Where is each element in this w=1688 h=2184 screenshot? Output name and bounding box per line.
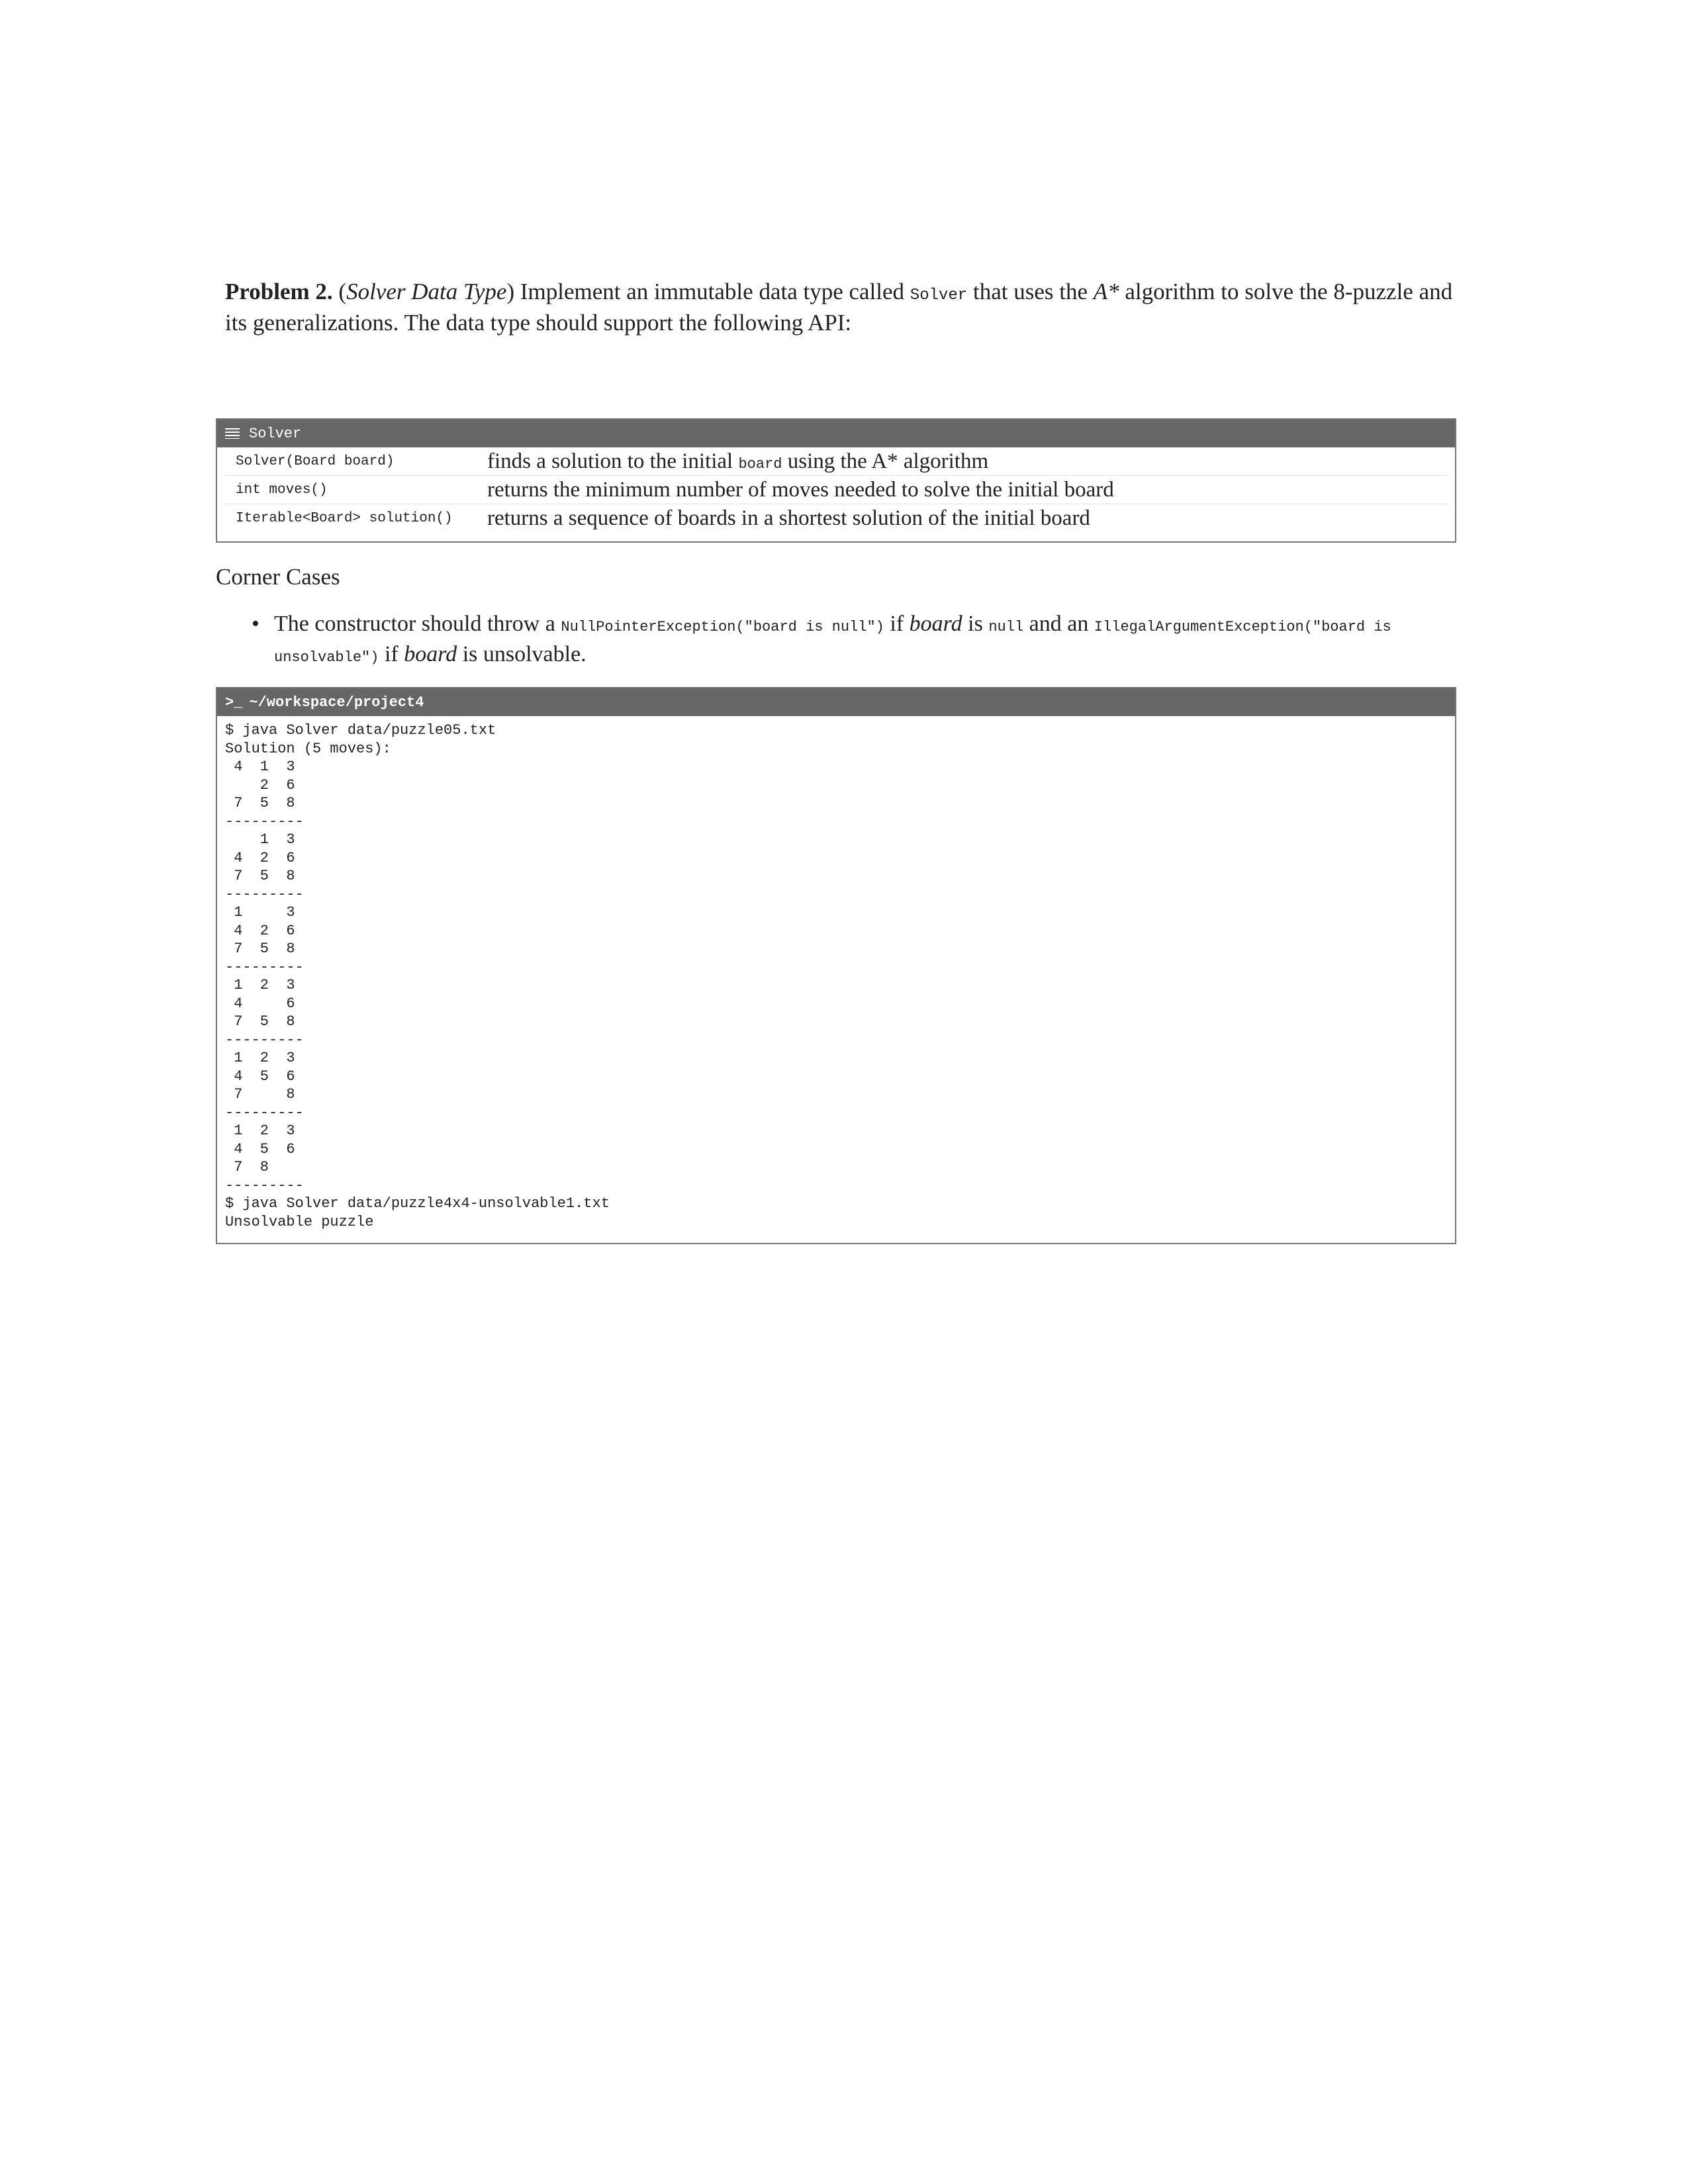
section-heading: Corner Cases [216,564,340,590]
api-desc-a: finds a solution to the initial [487,449,739,473]
api-signature: Solver(Board board) [236,453,395,469]
terminal-window [216,687,1456,1244]
api-desc-b: using the A* algorithm [782,449,989,473]
terminal-line: Solution (5 moves): [225,740,391,757]
cc-code-iae: IllegalArgumentException("board is unsolvable") [274,619,1391,666]
api-row [224,447,1448,476]
terminal-line: 7 5 8 [225,1013,295,1030]
terminal-line: 7 5 8 [225,868,295,884]
terminal-line: Unsolvable puzzle [225,1213,374,1230]
problem-intro [225,278,1456,336]
api-row [224,476,1448,504]
terminal-line: 7 5 8 [225,940,295,957]
terminal-line: 1 2 3 [225,1122,295,1139]
list-icon [225,428,240,439]
intro-astar: A* [1093,279,1119,304]
terminal-line: 4 5 6 [225,1140,295,1158]
cc-t4: and an [1023,612,1094,636]
terminal-line: 2 6 [225,776,295,794]
terminal-line: --------- [225,958,304,976]
cc-t2: if [884,612,910,636]
api-description [487,478,1114,502]
corner-case-item [252,610,1456,671]
corner-case-text [274,610,1456,671]
terminal-line: 7 5 8 [225,795,295,811]
terminal-title: ~/workspace/project4 [249,694,424,711]
problem-label: Problem 2. [225,279,333,304]
terminal-line: 4 2 6 [225,922,295,939]
terminal-line: 1 2 3 [225,977,295,993]
api-desc-a: returns the minimum number of moves needed to solve the initial board [487,477,1114,502]
intro-text-1: Implement an immutable data type called [514,279,910,304]
cc-i2: board [404,642,457,666]
terminal-line: 1 3 [225,831,295,848]
api-description [487,506,1090,531]
cc-t3: is [962,612,989,636]
terminal-line: 4 5 6 [225,1068,295,1085]
api-signature: Iterable<Board> solution() [236,510,453,526]
terminal-line: 4 1 3 [225,758,295,775]
api-desc-code: board [738,455,782,473]
api-header-title: Solver [249,425,302,442]
terminal-line: 1 2 3 [225,1050,295,1066]
terminal-line: --------- [225,1104,304,1121]
cc-code-null: null [988,619,1024,635]
terminal-line: 1 3 [225,904,295,921]
terminal-line: 7 8 [225,1086,295,1103]
intro-code-solver: Solver [910,287,968,304]
terminal-line: --------- [225,1031,304,1048]
bullet-symbol: • [252,612,259,636]
api-desc-a: returns a sequence of boards in a shortest solution of the initial board [487,506,1090,530]
paren-close: ) [506,279,515,304]
api-description [487,449,988,474]
terminal-output [217,716,1455,1236]
terminal-line: --------- [225,886,304,903]
cc-i1: board [909,612,962,636]
terminal-line: $ java Solver data/puzzle05.txt [225,722,496,739]
terminal-line: $ java Solver data/puzzle4x4-unsolvable1.txt [225,1195,610,1212]
terminal-line: 7 8 [225,1159,269,1175]
cc-t1: The constructor should throw a [274,612,561,636]
cc-t6: is unsolvable. [457,642,586,666]
terminal-icon: >_ [225,694,243,711]
intro-text-3: algorithm to solve the 8-puzzle and its generalizations. The data type should support the following API: [225,279,1453,336]
intro-text-2: that uses the [967,279,1094,304]
api-table [216,418,1456,543]
cc-t5: if [379,642,404,666]
terminal-line: 4 6 [225,995,295,1012]
paren-open: ( [338,279,347,304]
terminal-line: --------- [225,813,304,830]
api-signature: int moves() [236,482,328,498]
terminal-line: 4 2 6 [225,849,295,866]
cc-code-npe: NullPointerException("board is null") [561,619,884,635]
problem-title: Solver Data Type [346,279,507,304]
api-row [224,504,1448,532]
terminal-line: --------- [225,1177,304,1194]
terminal-header [217,688,1455,716]
api-header [217,420,1455,447]
